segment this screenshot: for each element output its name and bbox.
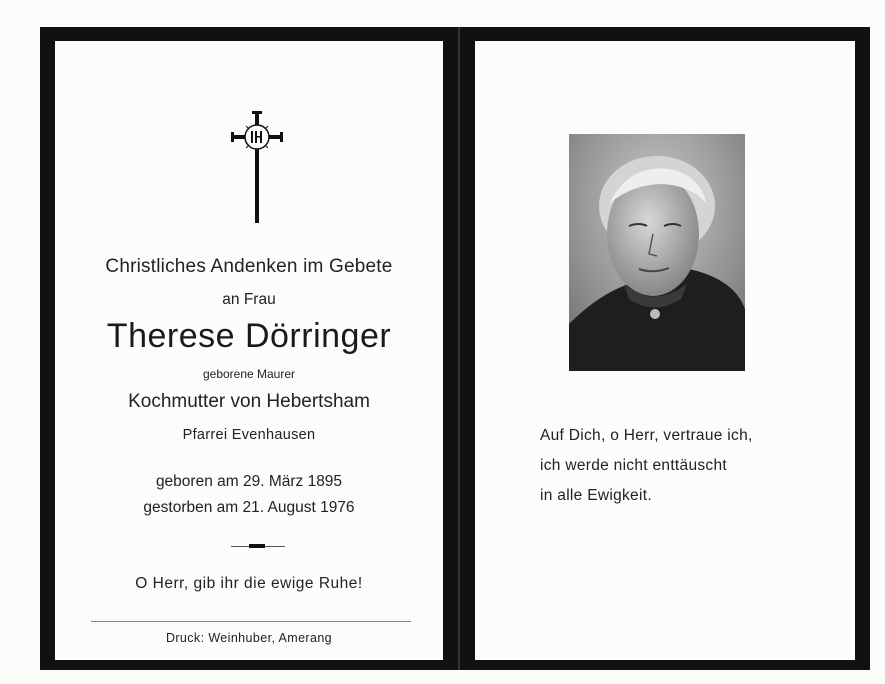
ihs-cross-icon [231, 111, 283, 223]
memorial-card [40, 27, 870, 670]
parish: Pfarrei Evenhausen [182, 427, 316, 443]
divider-mark [249, 544, 265, 548]
maiden-name: geborene Maurer [202, 367, 296, 381]
printer-credit: Druck: Weinhuber, Amerang [165, 631, 333, 645]
salutation: an Frau [222, 291, 276, 308]
right-panel [475, 41, 855, 660]
heading: Christliches Andenken im Gebete [105, 256, 393, 277]
verse-line-2: ich werde nicht enttäuscht [540, 457, 728, 474]
death-date: gestorben am 21. August 1976 [143, 499, 355, 516]
prayer: O Herr, gib ihr die ewige Ruhe! [135, 575, 363, 592]
footer-rule [91, 621, 411, 622]
verse-line-3: in alle Ewigkeit. [540, 487, 652, 504]
verse-line-1: Auf Dich, o Herr, vertraue ich, [540, 427, 753, 444]
portrait-photo [569, 134, 745, 371]
birth-date: geboren am 29. März 1895 [155, 473, 343, 490]
portrait-image [569, 134, 745, 371]
left-panel [55, 41, 443, 660]
deceased-name: Therese Dörringer [106, 317, 392, 355]
card-fold [458, 27, 460, 670]
role: Kochmutter von Hebertsham [128, 391, 370, 412]
